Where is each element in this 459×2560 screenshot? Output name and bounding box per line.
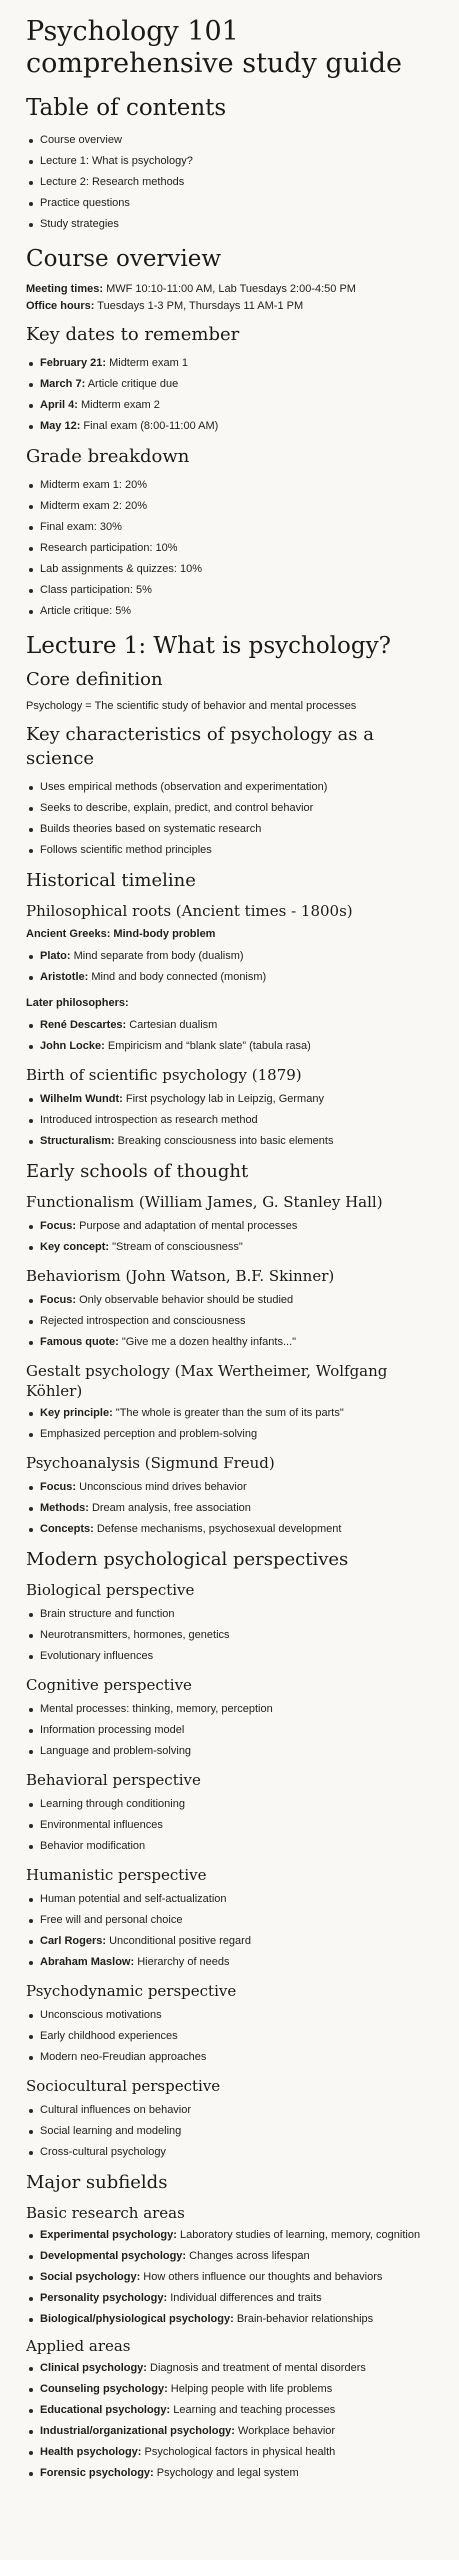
list-item — [40, 2360, 435, 2377]
list-item-text: Unconditional positive regard — [106, 1935, 251, 1947]
psychodynamic-list — [26, 2005, 435, 2068]
basic-research-heading: Basic research areas — [26, 2204, 185, 2222]
list-item-text: Psychology and legal system — [153, 2467, 299, 2479]
list-item — [40, 353, 435, 374]
list-item — [40, 2421, 435, 2442]
functionalism-heading: Functionalism (William James, G. Stanley Hall) — [26, 1193, 383, 1211]
list-item-term: Experimental psychology: — [40, 2229, 177, 2241]
birth-scientific-list — [26, 1089, 435, 1152]
list-item — [40, 2379, 435, 2400]
list-item-text: First psychology lab in Leipzig, Germany — [122, 1093, 324, 1105]
humanistic-heading: Humanistic perspective — [26, 1866, 207, 1884]
ancient-greeks-list — [26, 946, 435, 988]
list-item — [40, 2246, 435, 2267]
list-item-term: Focus: — [40, 1220, 77, 1232]
psychoanalysis-list — [26, 1477, 435, 1540]
list-item — [40, 1477, 435, 1498]
list-item: Modern neo-Freudian approaches — [40, 2047, 435, 2068]
list-item — [40, 2442, 435, 2463]
list-item-text: Midterm exam 1 — [106, 357, 188, 369]
list-item: Study strategies — [40, 214, 435, 235]
functionalism-list — [26, 1216, 435, 1258]
cognitive-heading: Cognitive perspective — [26, 1676, 192, 1694]
list-item-term: Key concept: — [40, 1241, 110, 1253]
list-item — [40, 2400, 435, 2421]
list-item — [40, 1889, 435, 1910]
list-item — [40, 2288, 435, 2309]
list-item-text: "Stream of consciousness" — [109, 1241, 243, 1253]
list-item-term: Industrial/organizational psychology: — [40, 2425, 235, 2437]
toc-list — [26, 130, 435, 235]
list-item-term: Focus: — [40, 1481, 77, 1493]
key-dates-list — [26, 353, 435, 437]
sociocultural-heading: Sociocultural perspective — [26, 2077, 221, 2095]
list-item: Practice questions — [40, 193, 435, 214]
list-item — [40, 1311, 435, 1332]
gestalt-heading: Gestalt psychology (Max Wertheimer, Wolfgang Köhler) — [26, 1362, 388, 1400]
list-item-text: Brain-behavior relationships — [233, 2313, 374, 2325]
cognitive-list — [26, 1699, 435, 1762]
list-item-text: Changes across lifespan — [186, 2250, 310, 2262]
list-item: Midterm exam 1: 20% — [40, 475, 435, 496]
grade-breakdown-list — [26, 475, 435, 622]
list-item-term: Personality psychology: — [40, 2292, 168, 2304]
list-item — [40, 1036, 435, 1057]
biological-heading: Biological perspective — [26, 1581, 195, 1599]
ancient-greeks-label: Ancient Greeks: Mind-body problem — [26, 928, 216, 940]
list-item-term: Concepts: — [40, 1523, 94, 1535]
list-item-term: May 12: — [40, 420, 81, 432]
list-item: Social learning and modeling — [40, 2121, 435, 2142]
list-item-term: Famous quote: — [40, 1336, 119, 1348]
list-item-text: Breaking consciousness into basic elements — [114, 1135, 334, 1147]
behavioral-list — [26, 1794, 435, 1857]
list-item: Follows scientific method principles — [40, 840, 435, 861]
behaviorism-heading: Behaviorism (John Watson, B.F. Skinner) — [26, 1267, 335, 1285]
list-item-term: February 21: — [40, 357, 107, 369]
grade-breakdown-heading: Grade breakdown — [26, 446, 190, 467]
historical-timeline-heading: Historical timeline — [26, 870, 196, 891]
key-dates-heading: Key dates to remember — [26, 324, 240, 345]
modern-perspectives-heading: Modern psychological perspectives — [26, 1549, 349, 1570]
list-item: Information processing model — [40, 1720, 435, 1741]
philosophical-roots-heading: Philosophical roots (Ancient times - 1800s) — [26, 902, 353, 920]
list-item — [40, 1131, 435, 1152]
list-item: Lecture 2: Research methods — [40, 172, 435, 193]
list-item-text: Human potential and self-actualization — [40, 1893, 227, 1905]
list-item — [40, 1519, 435, 1540]
list-item-term: Plato: — [40, 950, 71, 962]
key-characteristics-list — [26, 777, 435, 861]
list-item-text: Purpose and adaptation of mental processes — [76, 1220, 298, 1232]
list-item — [40, 967, 435, 988]
list-item-term: Forensic psychology: — [40, 2467, 154, 2479]
list-item — [40, 1089, 435, 1110]
list-item-text: "The whole is greater than the sum of its parts" — [112, 1407, 344, 1419]
biological-list — [26, 1604, 435, 1667]
list-item-text: Midterm exam 2 — [77, 399, 160, 411]
applied-areas-list — [26, 2360, 435, 2484]
list-item-text: Hierarchy of needs — [134, 1956, 230, 1968]
list-item — [40, 2311, 435, 2328]
birth-scientific-heading: Birth of scientific psychology (1879) — [26, 1066, 302, 1084]
list-item-term: Health psychology: — [40, 2446, 142, 2458]
list-item-text: Rejected introspection and consciousness — [40, 1315, 246, 1327]
list-item: Learning through conditioning — [40, 1794, 435, 1815]
list-item: Builds theories based on systematic research — [40, 819, 435, 840]
list-item-text: Defense mechanisms, psychosexual development — [93, 1523, 342, 1535]
list-item-term: Abraham Maslow: — [40, 1956, 135, 1968]
list-item: Final exam: 30% — [40, 517, 435, 538]
list-item — [40, 1237, 435, 1258]
list-item — [40, 1424, 435, 1445]
list-item: Early childhood experiences — [40, 2026, 435, 2047]
list-item: Evolutionary influences — [40, 1646, 435, 1667]
list-item: Environmental influences — [40, 1815, 435, 1836]
list-item-term: Wilhelm Wundt: — [40, 1093, 123, 1105]
list-item: Midterm exam 2: 20% — [40, 496, 435, 517]
list-item — [40, 946, 435, 967]
list-item-term: Developmental psychology: — [40, 2250, 187, 2262]
list-item-text: Only observable behavior should be studied — [76, 1294, 294, 1306]
list-item-text: Diagnosis and treatment of mental disorders — [146, 2362, 366, 2374]
list-item — [40, 416, 435, 437]
list-item-text: Introduced introspection as research method — [40, 1114, 258, 1126]
list-item-text: Dream analysis, free association — [88, 1502, 251, 1514]
lecture1-heading: Lecture 1: What is psychology? — [26, 633, 391, 659]
major-subfields-heading: Major subfields — [26, 2172, 168, 2193]
early-schools-heading: Early schools of thought — [26, 1161, 249, 1182]
list-item: Lab assignments & quizzes: 10% — [40, 559, 435, 580]
list-item-term: Clinical psychology: — [40, 2362, 147, 2374]
list-item-term: Aristotle: — [40, 971, 89, 983]
list-item-term: April 4: — [40, 399, 78, 411]
list-item — [40, 1332, 435, 1353]
list-item-text: Emphasized perception and problem-solving — [40, 1428, 258, 1440]
core-definition-heading: Core definition — [26, 669, 163, 690]
list-item — [40, 2269, 435, 2286]
gestalt-list — [26, 1405, 435, 1445]
list-item: Class participation: 5% — [40, 580, 435, 601]
list-item: Lecture 1: What is psychology? — [40, 151, 435, 172]
list-item: Brain structure and function — [40, 1604, 435, 1625]
list-item — [40, 1405, 435, 1422]
list-item: Language and problem-solving — [40, 1741, 435, 1762]
list-item — [40, 1015, 435, 1036]
psychoanalysis-heading: Psychoanalysis (Sigmund Freud) — [26, 1454, 275, 1472]
behaviorism-list — [26, 1290, 435, 1353]
list-item: Seeks to describe, explain, predict, and control behavior — [40, 798, 435, 819]
list-item-text: Learning and teaching processes — [170, 2404, 336, 2416]
list-item-text: "Give me a dozen healthy infants..." — [118, 1336, 297, 1348]
applied-areas-heading: Applied areas — [26, 2337, 131, 2355]
list-item: Behavior modification — [40, 1836, 435, 1857]
list-item-term: Methods: — [40, 1502, 89, 1514]
list-item — [40, 1110, 435, 1131]
list-item-term: Structuralism: — [40, 1135, 115, 1147]
course-overview-heading: Course overview — [26, 246, 222, 272]
list-item — [40, 1290, 435, 1311]
basic-research-list — [26, 2227, 435, 2328]
list-item-term: Carl Rogers: — [40, 1935, 107, 1947]
list-item: Neurotransmitters, hormones, genetics — [40, 1625, 435, 1646]
list-item-term: Educational psychology: — [40, 2404, 171, 2416]
list-item-text: Final exam (8:00-11:00 AM) — [80, 420, 219, 432]
toc-heading: Table of contents — [26, 95, 227, 121]
list-item-term: Social psychology: — [40, 2271, 141, 2283]
list-item-text: How others influence our thoughts and behaviors — [140, 2271, 383, 2283]
list-item-text: Psychological factors in physical health — [141, 2446, 336, 2458]
list-item-term: Counseling psychology: — [40, 2383, 168, 2395]
list-item: Course overview — [40, 130, 435, 151]
psychodynamic-heading: Psychodynamic perspective — [26, 1982, 237, 2000]
list-item: Cultural influences on behavior — [40, 2100, 435, 2121]
list-item-text: Workplace behavior — [234, 2425, 336, 2437]
list-item-text: Mind and body connected (monism) — [88, 971, 267, 983]
list-item-text: Free will and personal choice — [40, 1914, 183, 1926]
list-item — [40, 395, 435, 416]
list-item — [40, 2227, 435, 2244]
humanistic-list — [26, 1889, 435, 1973]
sociocultural-list — [26, 2100, 435, 2163]
list-item — [40, 1931, 435, 1952]
list-item-term: Focus: — [40, 1294, 77, 1306]
list-item-text: Individual differences and traits — [167, 2292, 322, 2304]
core-definition-text: Psychology = The scientific study of behavior and mental processes — [26, 700, 357, 712]
list-item-term: John Locke: — [40, 1040, 105, 1052]
list-item — [40, 374, 435, 395]
later-philosophers-label: Later philosophers: — [26, 997, 129, 1009]
list-item-text: Cartesian dualism — [126, 1019, 218, 1031]
list-item-text: Laboratory studies of learning, memory, cognition — [176, 2229, 421, 2241]
meeting-times: Meeting times: MWF 10:10-11:00 AM, Lab Tuesdays 2:00-4:50 PM — [26, 283, 356, 295]
list-item-text: Mind separate from body (dualism) — [70, 950, 244, 962]
office-hours: Office hours: Tuesdays 1-3 PM, Thursdays 11 AM-1 PM — [26, 300, 304, 312]
list-item-text: Unconscious mind drives behavior — [76, 1481, 247, 1493]
list-item-term: March 7: — [40, 378, 86, 390]
list-item — [40, 1216, 435, 1237]
list-item: Article critique: 5% — [40, 601, 435, 622]
list-item — [40, 2463, 435, 2484]
list-item-text: Article critique due — [85, 378, 179, 390]
list-item-term: Biological/physiological psychology: — [40, 2313, 234, 2325]
list-item-term: René Descartes: — [40, 1019, 127, 1031]
list-item: Cross-cultural psychology — [40, 2142, 435, 2163]
key-characteristics-heading: Key characteristics of psychology as a science — [26, 724, 374, 769]
behavioral-heading: Behavioral perspective — [26, 1771, 201, 1789]
list-item — [40, 1498, 435, 1519]
page-title: Psychology 101 comprehensive study guide — [26, 16, 402, 79]
list-item-text: Empiricism and “blank slate” (tabula rasa) — [104, 1040, 311, 1052]
list-item: Uses empirical methods (observation and experimentation) — [40, 777, 435, 798]
list-item-term: Key principle: — [40, 1407, 113, 1419]
later-philosophers-list — [26, 1015, 435, 1057]
list-item — [40, 1910, 435, 1931]
list-item: Mental processes: thinking, memory, perception — [40, 1699, 435, 1720]
list-item-text: Helping people with life problems — [167, 2383, 333, 2395]
list-item: Unconscious motivations — [40, 2005, 435, 2026]
list-item — [40, 1952, 435, 1973]
list-item: Research participation: 10% — [40, 538, 435, 559]
